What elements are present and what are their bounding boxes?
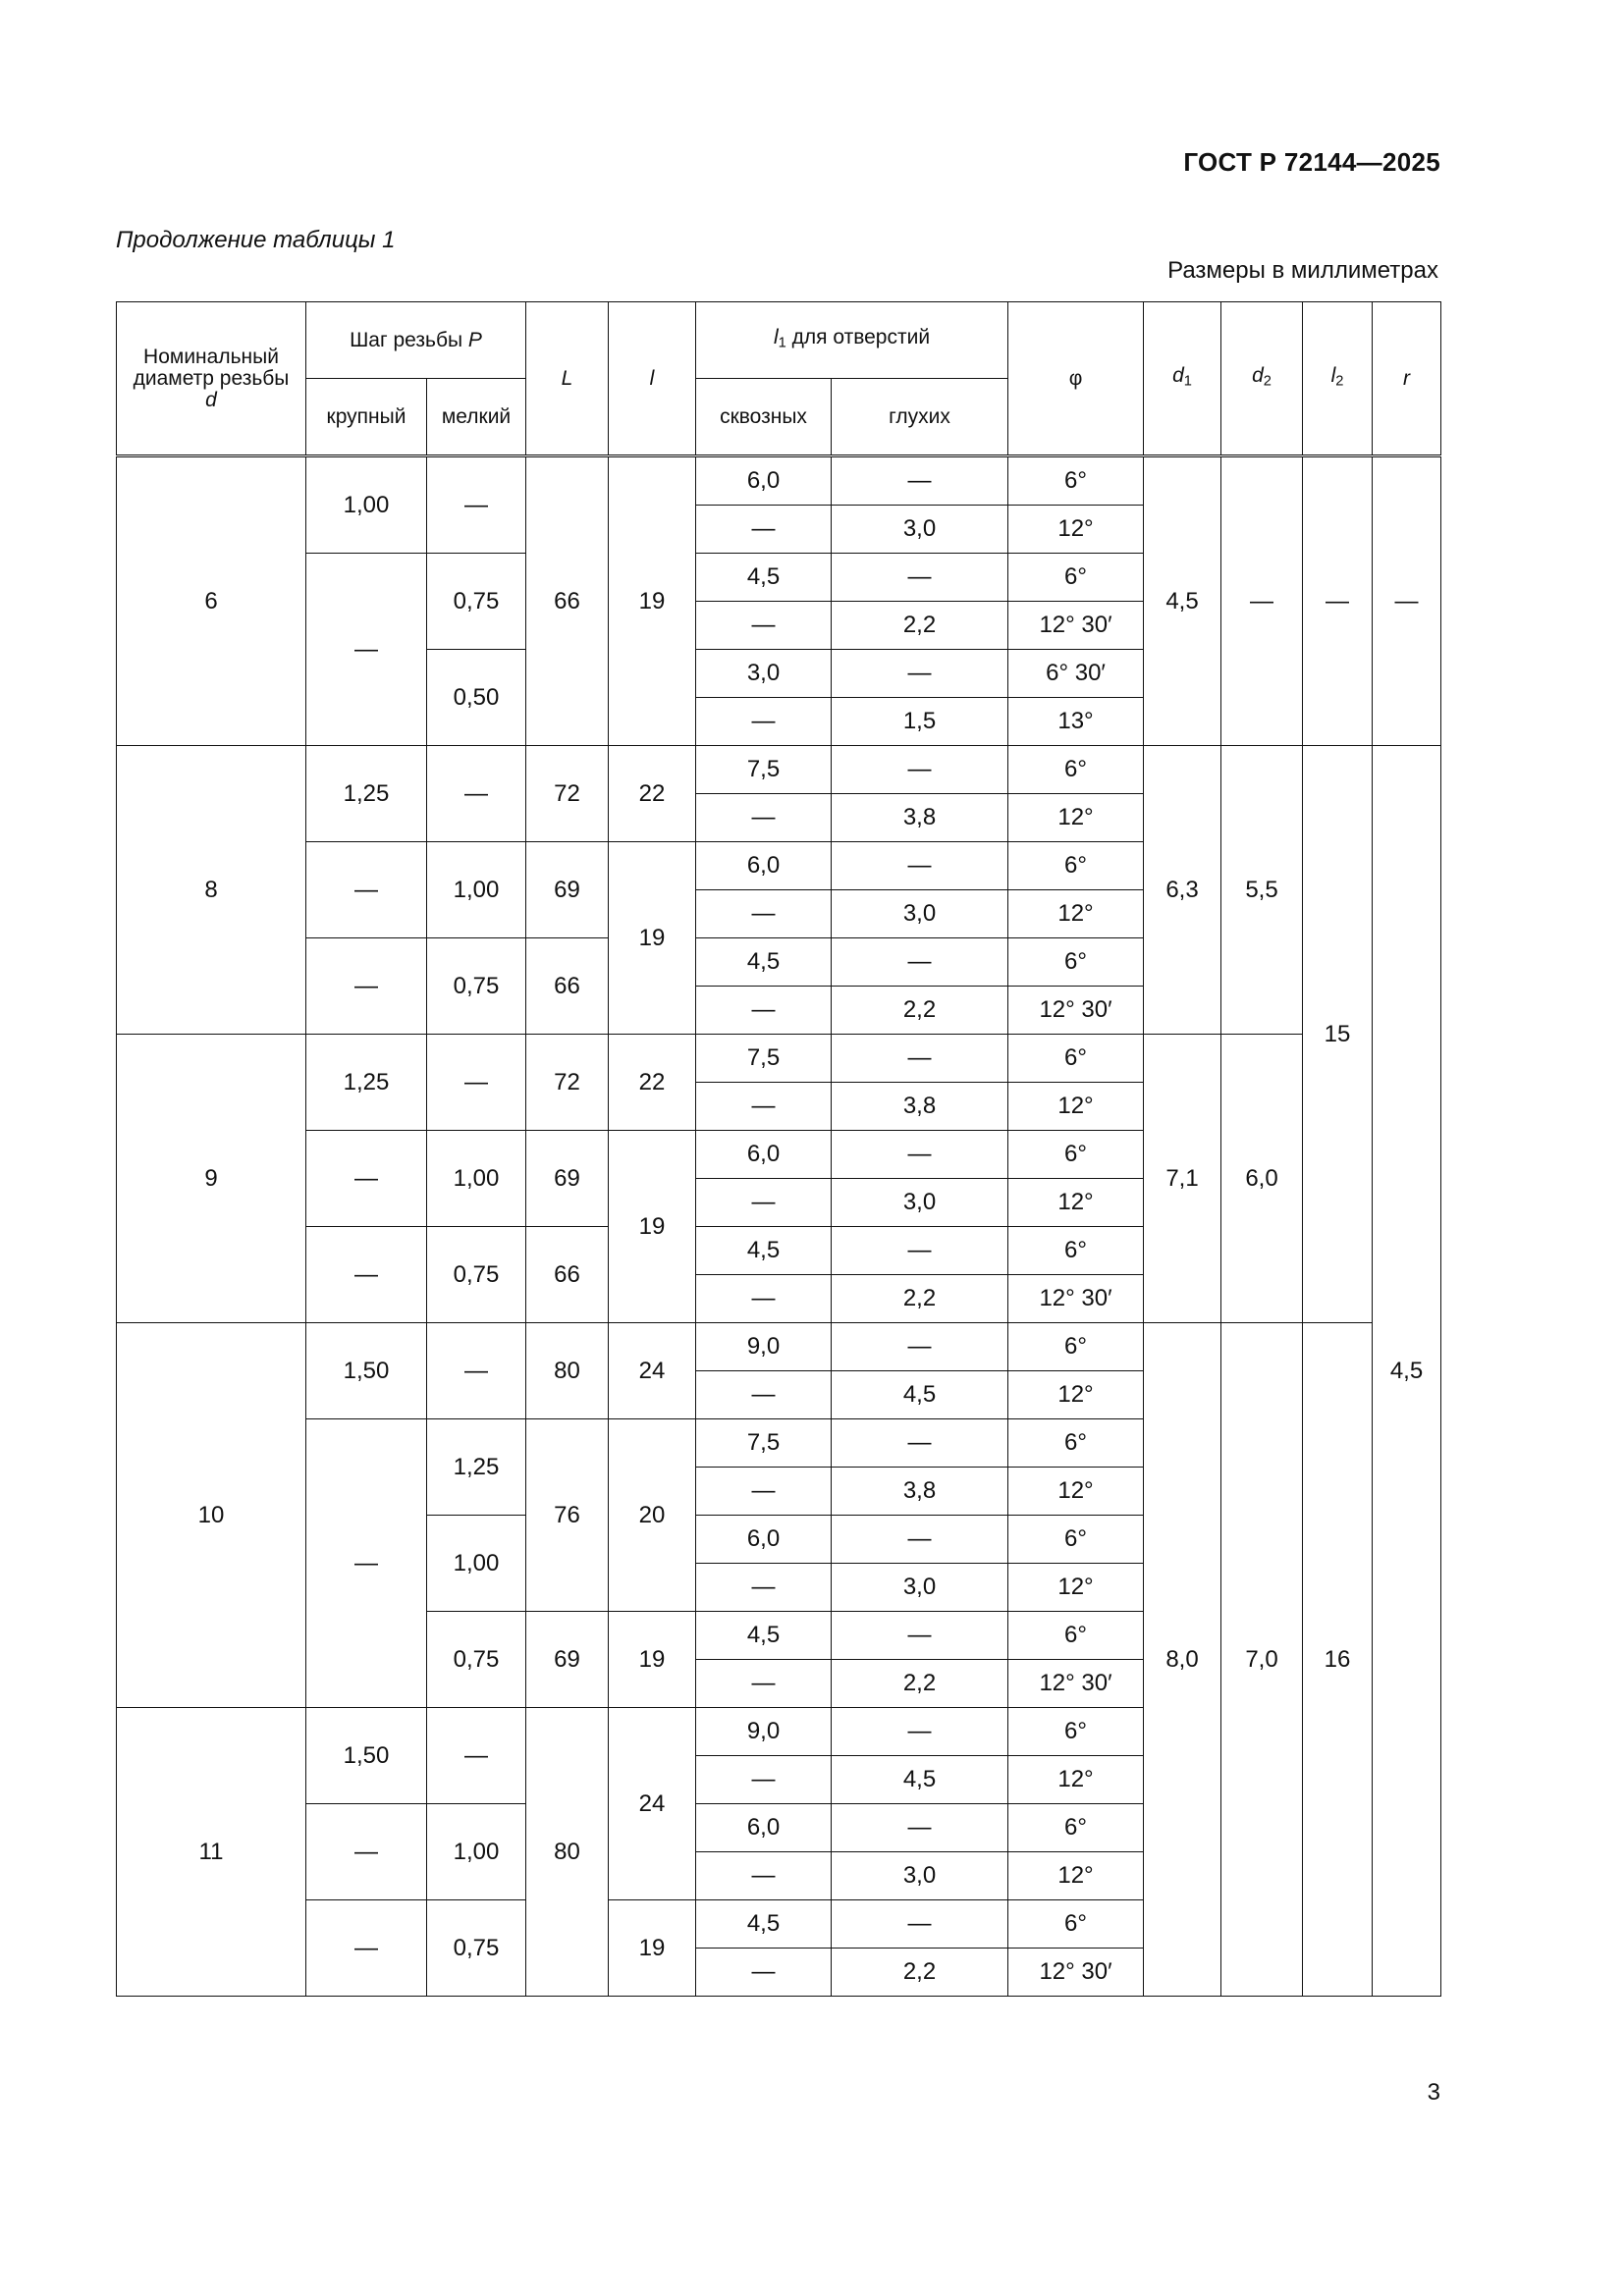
cell-coarse: 1,00	[306, 456, 427, 554]
cell-blind: 2,2	[832, 602, 1008, 650]
cell-fine: 1,00	[427, 1131, 526, 1227]
standard-designation: ГОСТ Р 72144—2025	[1183, 147, 1440, 177]
units-note: Размеры в миллиметрах	[1167, 257, 1438, 284]
cell-blind: —	[832, 1708, 1008, 1756]
cell-fine: 0,75	[427, 1900, 526, 1997]
cell-l: 20	[609, 1419, 696, 1612]
header-l: l	[609, 302, 696, 456]
page-number: 3	[1427, 2079, 1440, 2106]
cell-blind: 3,0	[832, 890, 1008, 938]
cell-through: 4,5	[696, 1900, 832, 1949]
cell-through: —	[696, 794, 832, 842]
cell-phi: 12°	[1008, 1468, 1144, 1516]
cell-blind: 4,5	[832, 1371, 1008, 1419]
cell-phi: 6° 30′	[1008, 650, 1144, 698]
cell-phi: 6°	[1008, 1131, 1144, 1179]
cell-through: —	[696, 1564, 832, 1612]
cell-through: —	[696, 1083, 832, 1131]
cell-phi: 6°	[1008, 554, 1144, 602]
cell-through: —	[696, 1756, 832, 1804]
cell-coarse: —	[306, 938, 427, 1035]
cell-l: 22	[609, 1035, 696, 1131]
cell-L: 69	[526, 1131, 609, 1227]
cell-through: 6,0	[696, 1804, 832, 1852]
cell-phi: 12°	[1008, 1756, 1144, 1804]
table-caption: Продолжение таблицы 1	[116, 227, 396, 253]
cell-through: 7,5	[696, 746, 832, 794]
cell-through: 9,0	[696, 1708, 832, 1756]
cell-coarse: 1,50	[306, 1323, 427, 1419]
header-thread-pitch: Шаг резьбы P	[306, 302, 526, 379]
header-d1: $d_1$	[1144, 302, 1221, 456]
cell-l2: 16	[1303, 1323, 1373, 1997]
cell-phi: 12° 30′	[1008, 1275, 1144, 1323]
cell-through: 9,0	[696, 1323, 832, 1371]
cell-phi: 6°	[1008, 1900, 1144, 1949]
cell-d: 6	[117, 456, 306, 746]
cell-coarse: 1,25	[306, 746, 427, 842]
cell-phi: 12°	[1008, 506, 1144, 554]
cell-L: 72	[526, 1035, 609, 1131]
cell-through: 6,0	[696, 842, 832, 890]
cell-blind: —	[832, 1900, 1008, 1949]
cell-d: 11	[117, 1708, 306, 1997]
header-l2: $l_2$	[1303, 302, 1373, 456]
table-row	[117, 1035, 1441, 1083]
cell-fine: —	[427, 1323, 526, 1419]
cell-L: 66	[526, 1227, 609, 1323]
cell-through: —	[696, 1468, 832, 1516]
cell-blind: —	[832, 1035, 1008, 1083]
cell-through: —	[696, 987, 832, 1035]
cell-l: 24	[609, 1323, 696, 1419]
cell-phi: 12°	[1008, 1564, 1144, 1612]
cell-through: 6,0	[696, 1131, 832, 1179]
cell-coarse: —	[306, 1804, 427, 1900]
cell-blind: 3,8	[832, 1083, 1008, 1131]
cell-blind: —	[832, 1227, 1008, 1275]
cell-blind: 3,0	[832, 1179, 1008, 1227]
cell-phi: 12° 30′	[1008, 602, 1144, 650]
cell-phi: 6°	[1008, 1612, 1144, 1660]
cell-phi: 12°	[1008, 794, 1144, 842]
cell-blind: 3,8	[832, 794, 1008, 842]
cell-through: —	[696, 1275, 832, 1323]
cell-coarse: —	[306, 1900, 427, 1997]
cell-blind: 2,2	[832, 1275, 1008, 1323]
cell-l: 19	[609, 1131, 696, 1323]
cell-d: 8	[117, 746, 306, 1035]
cell-phi: 12° 30′	[1008, 987, 1144, 1035]
cell-blind: 2,2	[832, 1660, 1008, 1708]
cell-blind: —	[832, 456, 1008, 506]
cell-coarse: —	[306, 1419, 427, 1708]
cell-fine: —	[427, 1708, 526, 1804]
cell-blind: —	[832, 938, 1008, 987]
cell-phi: 6°	[1008, 1804, 1144, 1852]
cell-coarse: —	[306, 842, 427, 938]
cell-phi: 12°	[1008, 1179, 1144, 1227]
cell-d2: 6,0	[1221, 1035, 1303, 1323]
table-row	[117, 456, 1441, 506]
cell-L: 69	[526, 842, 609, 938]
cell-r: 4,5	[1373, 746, 1441, 1997]
cell-l: 19	[609, 1900, 696, 1997]
cell-through: 7,5	[696, 1035, 832, 1083]
header-L: L	[526, 302, 609, 456]
cell-fine: 0,75	[427, 938, 526, 1035]
table-row	[117, 1323, 1441, 1371]
cell-blind: —	[832, 1419, 1008, 1468]
cell-d1: 8,0	[1144, 1323, 1221, 1997]
header-nominal-diameter: Номинальный диаметр резьбы d	[117, 302, 306, 456]
cell-phi: 12°	[1008, 1371, 1144, 1419]
cell-through: —	[696, 1371, 832, 1419]
cell-L: 80	[526, 1708, 609, 1997]
cell-through: —	[696, 1949, 832, 1997]
cell-blind: —	[832, 1612, 1008, 1660]
cell-L: 80	[526, 1323, 609, 1419]
cell-blind: 3,0	[832, 1852, 1008, 1900]
cell-phi: 6°	[1008, 1227, 1144, 1275]
cell-phi: 6°	[1008, 1035, 1144, 1083]
header-d2: $d_2$	[1221, 302, 1303, 456]
cell-l: 19	[609, 456, 696, 746]
cell-l: 19	[609, 1612, 696, 1708]
cell-blind: —	[832, 554, 1008, 602]
cell-blind: —	[832, 746, 1008, 794]
cell-coarse: —	[306, 1227, 427, 1323]
cell-through: 7,5	[696, 1419, 832, 1468]
cell-blind: 2,2	[832, 1949, 1008, 1997]
cell-phi: 6°	[1008, 938, 1144, 987]
cell-fine: 0,75	[427, 1227, 526, 1323]
cell-through: —	[696, 506, 832, 554]
dimensions-table	[116, 301, 1441, 1997]
cell-coarse: 1,50	[306, 1708, 427, 1804]
cell-d: 10	[117, 1323, 306, 1708]
cell-d2: 7,0	[1221, 1323, 1303, 1997]
cell-l: 19	[609, 842, 696, 1035]
cell-blind: —	[832, 842, 1008, 890]
cell-phi: 12° 30′	[1008, 1949, 1144, 1997]
cell-l: 24	[609, 1708, 696, 1900]
cell-through: —	[696, 602, 832, 650]
cell-L: 66	[526, 938, 609, 1035]
cell-phi: 6°	[1008, 1323, 1144, 1371]
cell-through: —	[696, 890, 832, 938]
cell-d: 9	[117, 1035, 306, 1323]
cell-through: 6,0	[696, 1516, 832, 1564]
cell-fine: 1,25	[427, 1419, 526, 1516]
cell-d2: —	[1221, 456, 1303, 746]
header-phi: φ	[1008, 302, 1144, 456]
cell-coarse: —	[306, 1131, 427, 1227]
cell-fine: 1,00	[427, 1804, 526, 1900]
cell-phi: 12° 30′	[1008, 1660, 1144, 1708]
cell-blind: 1,5	[832, 698, 1008, 746]
cell-blind: 2,2	[832, 987, 1008, 1035]
cell-L: 69	[526, 1612, 609, 1708]
cell-L: 66	[526, 456, 609, 746]
cell-through: —	[696, 698, 832, 746]
cell-d1: 7,1	[1144, 1035, 1221, 1323]
cell-fine: —	[427, 746, 526, 842]
cell-through: —	[696, 1660, 832, 1708]
table-row	[117, 746, 1441, 794]
cell-through: 4,5	[696, 1612, 832, 1660]
cell-through: 4,5	[696, 554, 832, 602]
header-r: r	[1373, 302, 1441, 456]
cell-through: 3,0	[696, 650, 832, 698]
cell-fine: 0,75	[427, 1612, 526, 1708]
cell-fine: 1,00	[427, 842, 526, 938]
cell-blind: —	[832, 1131, 1008, 1179]
cell-L: 72	[526, 746, 609, 842]
cell-l2: —	[1303, 456, 1373, 746]
cell-d1: 6,3	[1144, 746, 1221, 1035]
cell-through: 4,5	[696, 1227, 832, 1275]
cell-phi: 6°	[1008, 1708, 1144, 1756]
cell-phi: 12°	[1008, 1083, 1144, 1131]
cell-blind: 3,0	[832, 506, 1008, 554]
cell-fine: —	[427, 1035, 526, 1131]
cell-L: 76	[526, 1419, 609, 1612]
cell-blind: 3,8	[832, 1468, 1008, 1516]
header-fine: мелкий	[427, 379, 526, 456]
cell-fine: 1,00	[427, 1516, 526, 1612]
header-blind: глухих	[832, 379, 1008, 456]
cell-blind: —	[832, 650, 1008, 698]
cell-l2: 15	[1303, 746, 1373, 1323]
header-through: сквозных	[696, 379, 832, 456]
cell-blind: —	[832, 1323, 1008, 1371]
cell-blind: 4,5	[832, 1756, 1008, 1804]
cell-fine: 0,75	[427, 554, 526, 650]
header-coarse: крупный	[306, 379, 427, 456]
cell-through: —	[696, 1852, 832, 1900]
cell-phi: 6°	[1008, 842, 1144, 890]
cell-phi: 6°	[1008, 1516, 1144, 1564]
cell-through: —	[696, 1179, 832, 1227]
cell-phi: 6°	[1008, 746, 1144, 794]
cell-blind: 3,0	[832, 1564, 1008, 1612]
cell-fine: —	[427, 456, 526, 554]
cell-through: 6,0	[696, 456, 832, 506]
cell-phi: 12°	[1008, 1852, 1144, 1900]
cell-phi: 6°	[1008, 456, 1144, 506]
cell-fine: 0,50	[427, 650, 526, 746]
cell-d1: 4,5	[1144, 456, 1221, 746]
header-l1-holes: $l_1$ для отверстий	[696, 302, 1008, 379]
cell-through: 4,5	[696, 938, 832, 987]
cell-blind: —	[832, 1516, 1008, 1564]
cell-l: 22	[609, 746, 696, 842]
cell-phi: 6°	[1008, 1419, 1144, 1468]
cell-d2: 5,5	[1221, 746, 1303, 1035]
cell-blind: —	[832, 1804, 1008, 1852]
cell-phi: 12°	[1008, 890, 1144, 938]
cell-r: —	[1373, 456, 1441, 746]
cell-coarse: 1,25	[306, 1035, 427, 1131]
cell-coarse: —	[306, 554, 427, 746]
cell-phi: 13°	[1008, 698, 1144, 746]
